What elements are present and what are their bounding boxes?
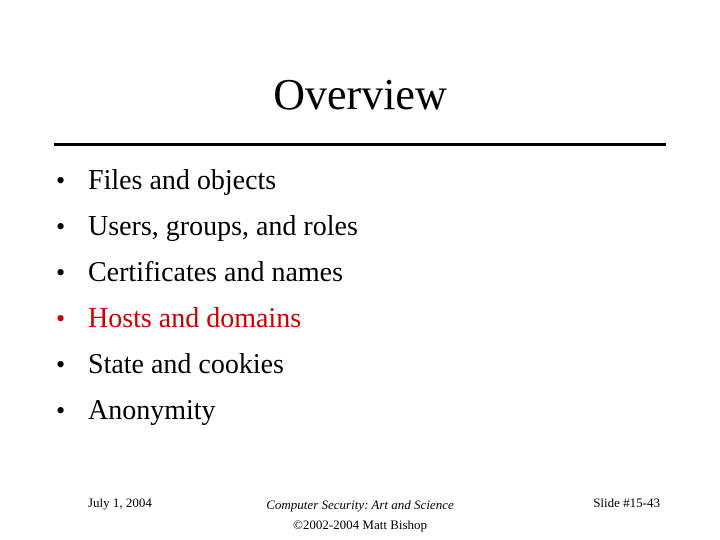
title-divider — [54, 143, 666, 146]
bullet-text: Anonymity — [88, 395, 216, 426]
bullet-item-state — [56, 342, 676, 388]
bullet-dot-icon: • — [56, 166, 66, 195]
footer-copyright: ©2002-2004 Matt Bishop — [292, 517, 428, 532]
footer-course-title: Computer Security: Art and Science — [266, 497, 454, 512]
bullet-text: State and cookies — [88, 349, 284, 380]
bullet-text: Users, groups, and roles — [88, 211, 358, 242]
bullet-dot-icon: • — [56, 350, 66, 379]
bullet-text: Hosts and domains — [88, 303, 302, 334]
bullet-item-files — [56, 158, 676, 204]
bullet-dot-icon: • — [56, 212, 66, 241]
slide-title: Overview — [273, 70, 447, 119]
footer-center — [220, 495, 500, 535]
bullet-item-anonymity — [56, 388, 676, 434]
bullet-dot-icon: • — [56, 304, 66, 333]
footer-date: July 1, 2004 — [88, 495, 152, 510]
bullet-text: Files and objects — [88, 165, 277, 196]
bullet-dot-icon: • — [56, 396, 66, 425]
bullet-item-certificates — [56, 250, 676, 296]
footer-slide-number: Slide #15-43 — [593, 495, 660, 510]
bullet-item-users — [56, 204, 676, 250]
bullet-list — [56, 158, 676, 434]
bullet-text: Certificates and names — [88, 257, 344, 288]
bullet-item-hosts — [56, 296, 676, 342]
bullet-dot-icon: • — [56, 258, 66, 287]
